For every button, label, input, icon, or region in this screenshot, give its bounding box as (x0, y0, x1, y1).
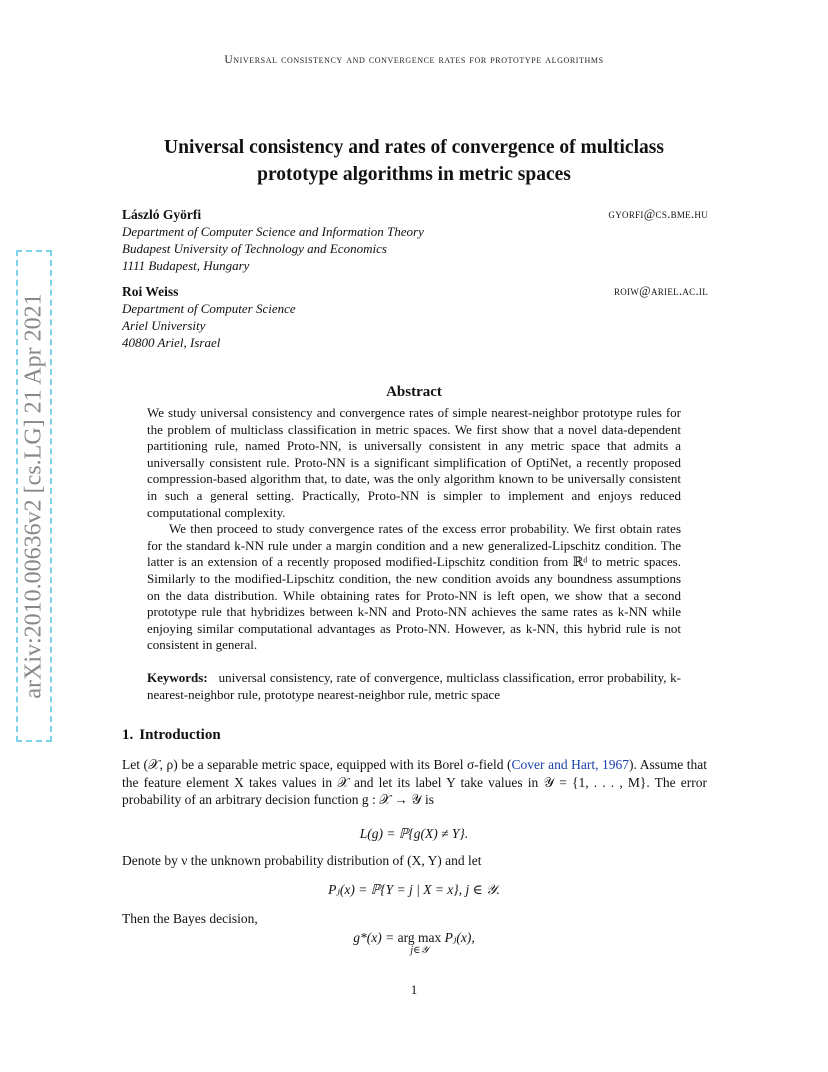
page-number: 1 (410, 982, 418, 997)
eq-lhs: g*(x) = (353, 930, 395, 945)
intro-text: ). Assume that the feature element X takes values in 𝒳 and let its label Y take values in 𝒴 = {1, . . . , M}. The error probability of an arbitrary decision function g : 𝒳 → 𝒴 is (122, 757, 707, 807)
argmax-label: arg max (397, 930, 442, 945)
equation-bayes-decision (0, 930, 828, 956)
citation-link[interactable]: Cover and Hart, 1967 (511, 757, 630, 772)
eq-rhs: Pⱼ(x), (444, 930, 475, 945)
keywords-label: Keywords: (147, 670, 208, 685)
affiliation-line: Ariel University (122, 318, 206, 333)
equation-error-probability: L(g) = ℙ{g(X) ≠ Y}. (359, 826, 469, 841)
title-line-2: prototype algorithms in metric spaces (257, 164, 571, 185)
intro-text: Let (𝒳, ρ) be a separable metric space, equipped with its Borel σ-field ( (122, 757, 512, 772)
abstract-paragraph-1: We study universal consistency and convergence rates of simple nearest-neighbor prototype rules for the problem of multiclass classification in metric spaces. We first show that a novel data-dependent partitioning rule, named Proto-NN, is universally consistent in any metric space that admits a universally consistent rule. Proto-NN is a significant simplification of OptiNet, a recently proposed compression-based algorithm that, to date, was the only algorithm known to be universally consistent in such a general setting. Practically, Proto-NN is simpler to implement and enjoys reduced computational complexity. (147, 405, 681, 520)
arxiv-identifier: arXiv:2010.00636v2 [cs.LG] 21 Apr 2021 (20, 293, 47, 699)
author-1 (122, 206, 708, 274)
affiliation-line: Department of Computer Science (122, 301, 296, 316)
author-email: roiw@ariel.ac.il (613, 284, 708, 298)
keywords (147, 670, 681, 703)
abstract-heading: Abstract (386, 384, 442, 400)
title-line-1: Universal consistency and rates of convergence of multiclass (164, 137, 664, 158)
section-heading (122, 727, 221, 744)
author-name: László Györfi (122, 207, 202, 222)
section-title: Introduction (139, 727, 221, 743)
author-email: gyorfi@cs.bme.hu (608, 207, 708, 221)
affiliation-line: Department of Computer Science and Information Theory (122, 224, 424, 239)
author-2 (122, 283, 708, 351)
equation-posterior: Pⱼ(x) = ℙ{Y = j | X = x}, j ∈ 𝒴. (328, 882, 500, 897)
intro-paragraph-2: Denote by ν the unknown probability distribution of (X, Y) and let (122, 853, 482, 868)
abstract-body (147, 405, 681, 654)
section-number: 1. (122, 727, 134, 743)
affiliation-line: Budapest University of Technology and Economics (122, 241, 387, 256)
intro-paragraph-1 (122, 756, 707, 809)
argmax-subscript: j∈𝒴 (410, 945, 429, 956)
abstract-paragraph-2: We then proceed to study convergence rates of the excess error probability. We first obtain rates for the standard k-NN rule under a margin condition and a new generalized-Lipschitz condition. The latter is an extension of a recently proposed modified-Lipschitz condition from ℝᵈ to metric spaces. Similarly to the modified-Lipschitz condition, the new condition avoids any boundness assumptions on the data distribution. While obtaining rates for Proto-NN is left open, we show that a second prototype rule that hybridizes between k-NN and Proto-NN achieves the same rates as k-NN while enjoying similar computational advantages as Proto-NN. However, as k-NN, this hybrid rule is not consistent in general. (147, 521, 681, 653)
author-name: Roi Weiss (122, 284, 179, 299)
arxiv-stamp (16, 250, 52, 742)
affiliation-line: 1111 Budapest, Hungary (122, 258, 250, 273)
argmax-operator (398, 930, 442, 956)
running-head: Universal consistency and convergence rates for prototype algorithms (224, 54, 604, 66)
keywords-text: universal consistency, rate of convergence, multiclass classification, error probability, k-nearest-neighbor rule, prototype nearest-neighbor rule, metric space (147, 670, 682, 702)
paper-title (100, 134, 728, 188)
affiliation-line: 40800 Ariel, Israel (122, 335, 221, 350)
intro-paragraph-3: Then the Bayes decision, (122, 911, 258, 926)
